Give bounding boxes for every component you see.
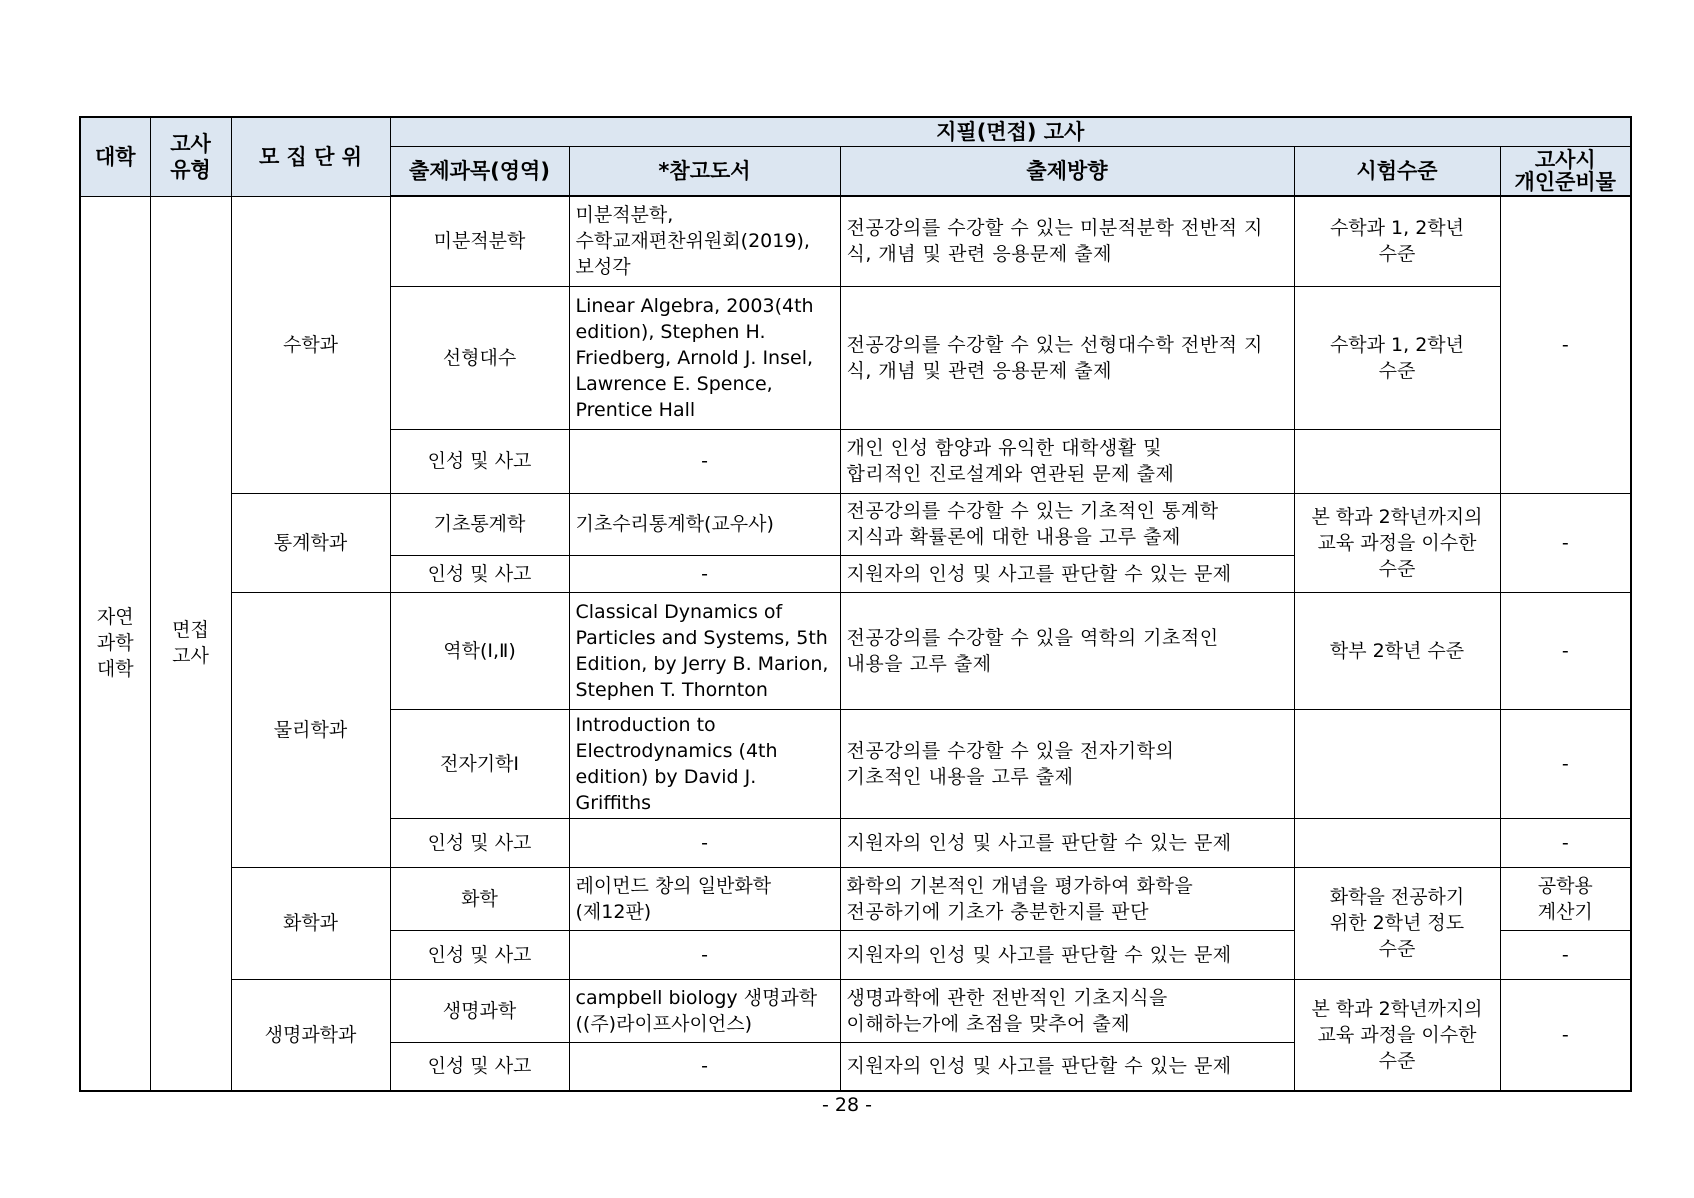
direction-cell: 지원자의 인성 및 사고를 판단할 수 있는 문제 bbox=[840, 818, 1294, 867]
department-stats: 통계학과 bbox=[231, 493, 390, 592]
direction-cell: 개인 인성 함양과 유익한 대학생활 및 합리적인 진로설계와 연관된 문제 출제 bbox=[840, 429, 1294, 493]
header-direction: 출제방향 bbox=[840, 146, 1294, 196]
exam-table bbox=[79, 116, 1632, 1092]
reference-cell: Classical Dynamics of Particles and Systems, 5th Edition, by Jerry B. Marion, Stephen T. Thornton bbox=[569, 592, 840, 709]
reference-cell: campbell biology 생명과학 ((주)라이프사이언스) bbox=[569, 979, 840, 1042]
direction-cell: 전공강의를 수강할 수 있을 역학의 기초적인 내용을 고루 출제 bbox=[840, 592, 1294, 709]
level-cell bbox=[1294, 818, 1500, 867]
header-subject: 출제과목(영역) bbox=[390, 146, 569, 196]
department-math: 수학과 bbox=[231, 196, 390, 493]
exam-type-cell: 면접 고사 bbox=[150, 196, 231, 1091]
supplies-cell: - bbox=[1500, 979, 1631, 1091]
supplies-cell: - bbox=[1500, 709, 1631, 818]
subject-cell: 기초통계학 bbox=[390, 493, 569, 555]
direction-cell: 생명과학에 관한 전반적인 기초지식을 이해하는가에 초점을 맞추어 출제 bbox=[840, 979, 1294, 1042]
subject-cell: 인성 및 사고 bbox=[390, 1042, 569, 1091]
subject-cell: 전자기학Ⅰ bbox=[390, 709, 569, 818]
reference-cell: - bbox=[569, 1042, 840, 1091]
level-cell: 본 학과 2학년까지의 교육 과정을 이수한 수준 bbox=[1294, 493, 1500, 592]
college-cell: 자연 과학 대학 bbox=[80, 196, 150, 1091]
reference-cell: 기초수리통계학(교우사) bbox=[569, 493, 840, 555]
supplies-cell: 공학용 계산기 bbox=[1500, 867, 1631, 930]
supplies-cell: - bbox=[1500, 592, 1631, 709]
direction-cell: 지원자의 인성 및 사고를 판단할 수 있는 문제 bbox=[840, 930, 1294, 979]
level-cell: 본 학과 2학년까지의 교육 과정을 이수한 수준 bbox=[1294, 979, 1500, 1091]
supplies-cell: - bbox=[1500, 818, 1631, 867]
level-cell bbox=[1294, 429, 1500, 493]
department-bio: 생명과학과 bbox=[231, 979, 390, 1091]
header-reference: *참고도서 bbox=[569, 146, 840, 196]
header-unit: 모 집 단 위 bbox=[231, 117, 390, 196]
subject-cell: 미분적분학 bbox=[390, 196, 569, 286]
reference-cell: - bbox=[569, 818, 840, 867]
subject-cell: 인성 및 사고 bbox=[390, 818, 569, 867]
direction-cell: 화학의 기본적인 개념을 평가하여 화학을 전공하기에 기초가 충분한지를 판단 bbox=[840, 867, 1294, 930]
header-college: 대학 bbox=[80, 117, 150, 196]
page-number: - 28 - bbox=[822, 1094, 872, 1116]
subject-cell: 생명과학 bbox=[390, 979, 569, 1042]
level-cell bbox=[1294, 709, 1500, 818]
level-cell: 학부 2학년 수준 bbox=[1294, 592, 1500, 709]
reference-cell: Introduction to Electrodynamics (4th edition) by David J. Griffiths bbox=[569, 709, 840, 818]
direction-cell: 전공강의를 수강할 수 있는 기초적인 통계학 지식과 확률론에 대한 내용을 고루 출제 bbox=[840, 493, 1294, 555]
reference-cell: Linear Algebra, 2003(4th edition), Stephen H. Friedberg, Arnold J. Insel, Lawrence E. Spence, Prentice Hall bbox=[569, 286, 840, 429]
header-level: 시험수준 bbox=[1294, 146, 1500, 196]
subject-cell: 선형대수 bbox=[390, 286, 569, 429]
department-chem: 화학과 bbox=[231, 867, 390, 979]
direction-cell: 지원자의 인성 및 사고를 판단할 수 있는 문제 bbox=[840, 1042, 1294, 1091]
reference-cell: - bbox=[569, 930, 840, 979]
reference-cell: 미분적분학, 수학교재편찬위원회(2019), 보성각 bbox=[569, 196, 840, 286]
reference-cell: - bbox=[569, 429, 840, 493]
direction-cell: 전공강의를 수강할 수 있을 전자기학의 기초적인 내용을 고루 출제 bbox=[840, 709, 1294, 818]
subject-cell: 역학(Ⅰ,Ⅱ) bbox=[390, 592, 569, 709]
reference-cell: - bbox=[569, 555, 840, 592]
supplies-cell: - bbox=[1500, 493, 1631, 592]
direction-cell: 지원자의 인성 및 사고를 판단할 수 있는 문제 bbox=[840, 555, 1294, 592]
subject-cell: 인성 및 사고 bbox=[390, 930, 569, 979]
header-group: 지필(면접) 고사 bbox=[390, 117, 1631, 146]
header-supplies: 고사시 개인준비물 bbox=[1500, 146, 1631, 196]
subject-cell: 화학 bbox=[390, 867, 569, 930]
subject-cell: 인성 및 사고 bbox=[390, 429, 569, 493]
direction-cell: 전공강의를 수강할 수 있는 선형대수학 전반적 지식, 개념 및 관련 응용문제 출제 bbox=[840, 286, 1294, 429]
reference-cell: 레이먼드 창의 일반화학 (제12판) bbox=[569, 867, 840, 930]
department-physics: 물리학과 bbox=[231, 592, 390, 867]
level-cell: 수학과 1, 2학년 수준 bbox=[1294, 286, 1500, 429]
subject-cell: 인성 및 사고 bbox=[390, 555, 569, 592]
supplies-cell: - bbox=[1500, 930, 1631, 979]
header-exam-type: 고사 유형 bbox=[150, 117, 231, 196]
supplies-cell: - bbox=[1500, 196, 1631, 493]
level-cell: 화학을 전공하기 위한 2학년 정도 수준 bbox=[1294, 867, 1500, 979]
direction-cell: 전공강의를 수강할 수 있는 미분적분학 전반적 지식, 개념 및 관련 응용문제 출제 bbox=[840, 196, 1294, 286]
level-cell: 수학과 1, 2학년 수준 bbox=[1294, 196, 1500, 286]
